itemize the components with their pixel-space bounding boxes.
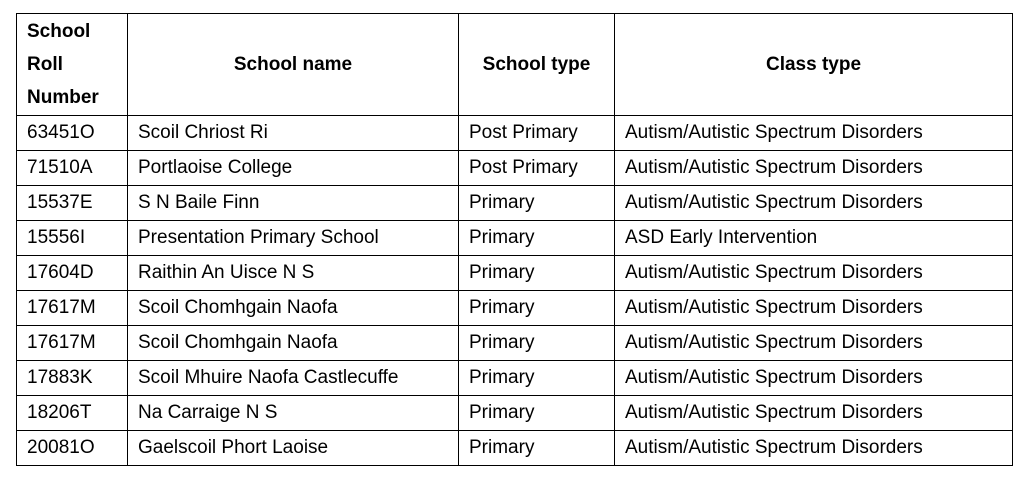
table-row xyxy=(17,361,1013,396)
cell-roll-number: 17604D xyxy=(17,256,128,291)
cell-school-name: Na Carraige N S xyxy=(128,396,459,431)
cell-school-name: S N Baile Finn xyxy=(128,186,459,221)
cell-school-type: Primary xyxy=(459,431,615,466)
cell-class-type: Autism/Autistic Spectrum Disorders xyxy=(615,151,1013,186)
header-class-type: Class type xyxy=(615,14,1013,116)
cell-roll-number: 63451O xyxy=(17,116,128,151)
header-roll-line-3: Number xyxy=(27,87,99,108)
header-school-roll-number xyxy=(17,14,128,116)
cell-school-name: Raithin An Uisce N S xyxy=(128,256,459,291)
table-row xyxy=(17,326,1013,361)
header-row xyxy=(17,14,1013,116)
header-roll-line-1: School xyxy=(27,21,91,42)
cell-roll-number: 15537E xyxy=(17,186,128,221)
table-header xyxy=(17,14,1013,116)
table-row xyxy=(17,396,1013,431)
table-row xyxy=(17,256,1013,291)
table-row xyxy=(17,221,1013,256)
cell-school-name: Presentation Primary School xyxy=(128,221,459,256)
cell-school-name: Scoil Chriost Ri xyxy=(128,116,459,151)
table-row xyxy=(17,116,1013,151)
cell-school-type: Primary xyxy=(459,396,615,431)
header-school-type: School type xyxy=(459,14,615,116)
cell-class-type: Autism/Autistic Spectrum Disorders xyxy=(615,396,1013,431)
table-body xyxy=(17,116,1013,466)
header-school-name: School name xyxy=(128,14,459,116)
cell-class-type: Autism/Autistic Spectrum Disorders xyxy=(615,431,1013,466)
cell-roll-number: 17883K xyxy=(17,361,128,396)
cell-class-type: Autism/Autistic Spectrum Disorders xyxy=(615,326,1013,361)
table-row xyxy=(17,431,1013,466)
cell-school-type: Primary xyxy=(459,256,615,291)
cell-roll-number: 18206T xyxy=(17,396,128,431)
cell-school-type: Primary xyxy=(459,361,615,396)
cell-roll-number: 17617M xyxy=(17,291,128,326)
header-roll-line-2: Roll xyxy=(27,54,63,75)
schools-table xyxy=(16,13,1013,466)
cell-school-name: Scoil Chomhgain Naofa xyxy=(128,326,459,361)
cell-roll-number: 15556I xyxy=(17,221,128,256)
cell-roll-number: 17617M xyxy=(17,326,128,361)
cell-school-type: Primary xyxy=(459,221,615,256)
cell-class-type: Autism/Autistic Spectrum Disorders xyxy=(615,291,1013,326)
cell-roll-number: 20081O xyxy=(17,431,128,466)
cell-school-name: Scoil Mhuire Naofa Castlecuffe xyxy=(128,361,459,396)
cell-class-type: Autism/Autistic Spectrum Disorders xyxy=(615,116,1013,151)
cell-school-name: Portlaoise College xyxy=(128,151,459,186)
cell-class-type: ASD Early Intervention xyxy=(615,221,1013,256)
cell-class-type: Autism/Autistic Spectrum Disorders xyxy=(615,256,1013,291)
cell-school-type: Post Primary xyxy=(459,116,615,151)
cell-school-type: Primary xyxy=(459,186,615,221)
cell-class-type: Autism/Autistic Spectrum Disorders xyxy=(615,186,1013,221)
cell-school-type: Primary xyxy=(459,291,615,326)
cell-roll-number: 71510A xyxy=(17,151,128,186)
cell-school-name: Scoil Chomhgain Naofa xyxy=(128,291,459,326)
table-row xyxy=(17,186,1013,221)
cell-class-type: Autism/Autistic Spectrum Disorders xyxy=(615,361,1013,396)
cell-school-type: Primary xyxy=(459,326,615,361)
table-row xyxy=(17,151,1013,186)
table-row xyxy=(17,291,1013,326)
cell-school-type: Post Primary xyxy=(459,151,615,186)
cell-school-name: Gaelscoil Phort Laoise xyxy=(128,431,459,466)
